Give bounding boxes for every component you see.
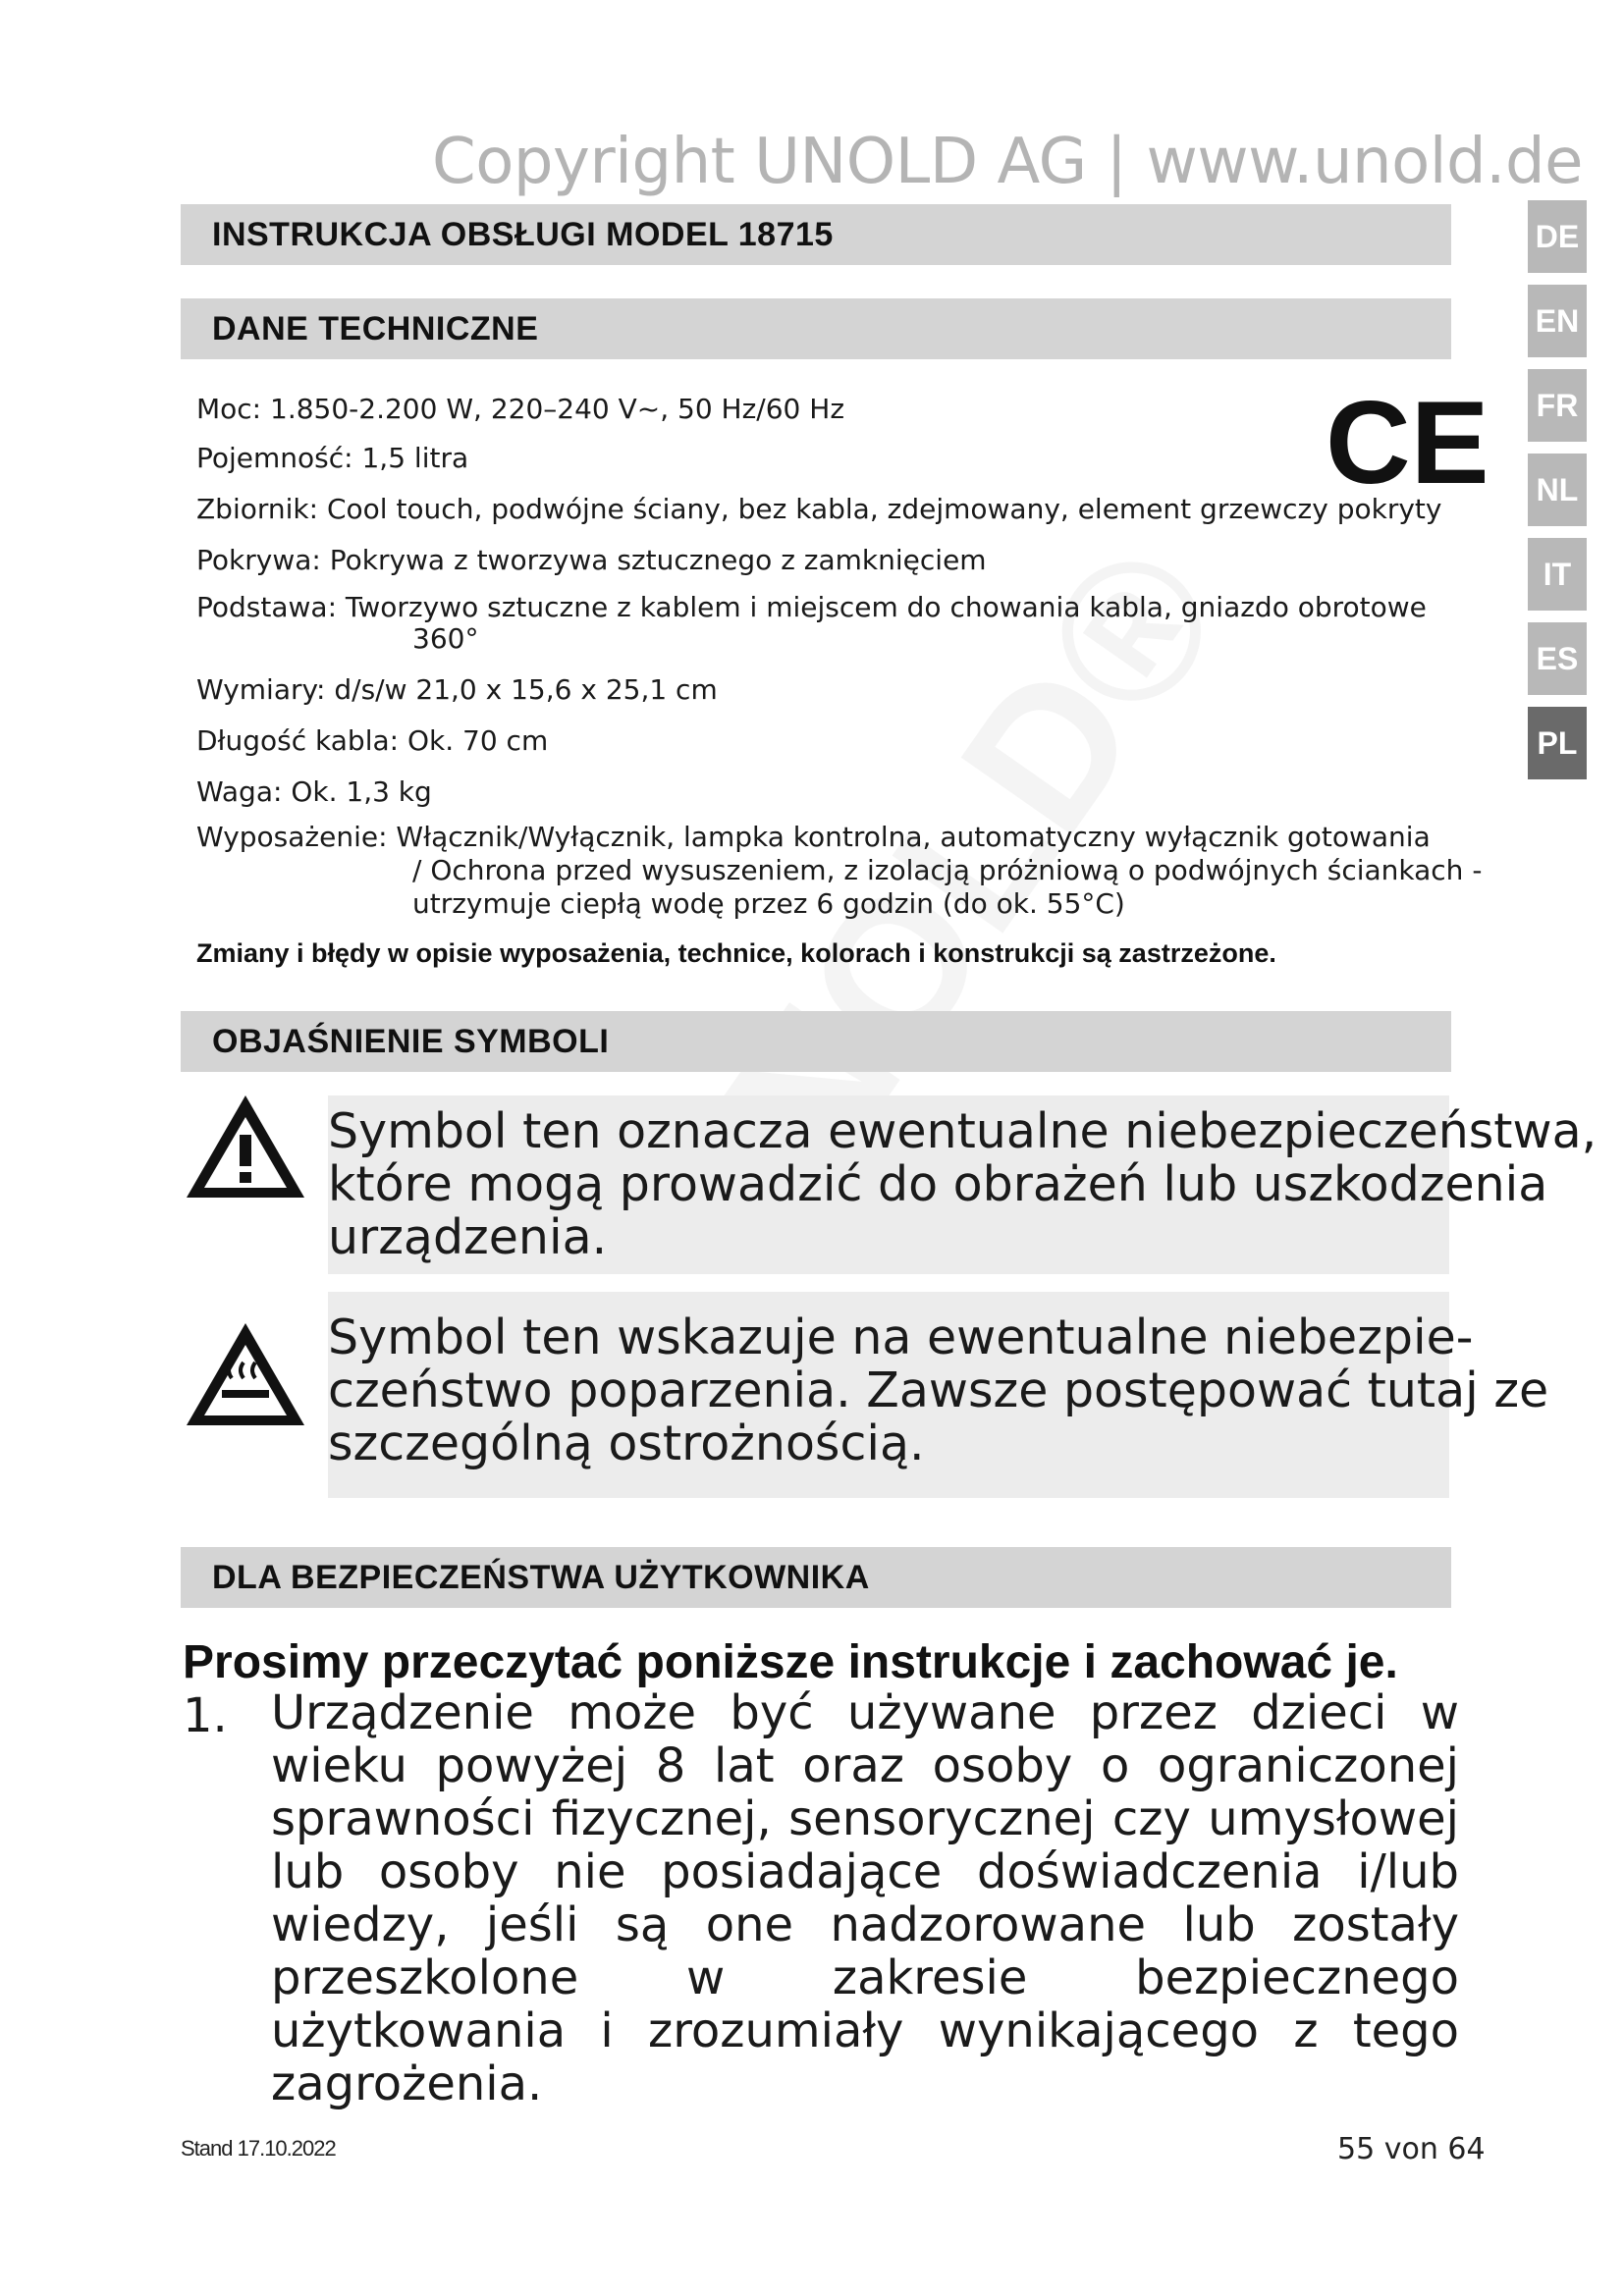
spec-capacity: Pojemność: 1,5 litra [196, 442, 469, 474]
lang-tab-pl[interactable]: PL [1528, 707, 1587, 779]
spec-base [196, 591, 1427, 623]
symbol-warning-text [328, 1105, 1597, 1264]
copyright-header: Copyright UNOLD AG | www.unold.de [432, 126, 1583, 198]
disclaimer: Zmiany i błędy w opisie wyposażenia, technice, kolorach i konstrukcji są zastrzeżone. [196, 938, 1276, 968]
spec-tank: Zbiornik: Cool touch, podwójne ściany, bez kabla, zdejmowany, element grzewczy pokryty [196, 493, 1442, 525]
section-bar-symbols [181, 1011, 1451, 1072]
lang-tab-es[interactable]: ES [1528, 622, 1587, 695]
spec-lid: Pokrywa: Pokrywa z tworzywa sztucznego z zamknięciem [196, 544, 987, 576]
list-item-text: Urządzenie może być używane przez dzieci w wieku powyżej 8 lat oraz osoby o ograniczonej sprawności fizycznej, sensorycznej czy umysłowej lub osoby nie posiadające doświadczenia i/lub wiedzy, jeśli są one nadzorowane lub zostały przeszkolone w zakresie bezpiecznego użytkowania i zrozumiały wynikającego z tego zagrożenia. [271, 1685, 1459, 2111]
lang-tab-en[interactable]: EN [1528, 285, 1587, 357]
spec-cable: Długość kabla: Ok. 70 cm [196, 724, 549, 757]
footer-stand-date: Stand 17.10.2022 [181, 2136, 336, 2161]
spec-equipment-line3: utrzymuje ciepłą wodę przez 6 godzin (do ok. 55°C) [412, 887, 1125, 920]
symbol-warning-line3: urządzenia. [328, 1209, 608, 1265]
ce-mark-text: CE [1326, 377, 1489, 508]
spec-weight: Waga: Ok. 1,3 kg [196, 775, 432, 808]
lang-tab-de[interactable]: DE [1528, 200, 1587, 273]
section-title-safety: DLA BEZPIECZEŃSTWA UŻYTKOWNIKA [212, 1558, 870, 1596]
symbol-hot-line2: czeństwo poparzenia. Zawsze postępować tutaj ze [328, 1362, 1549, 1418]
ce-mark-icon [1326, 377, 1489, 508]
footer-page-number: 55 von 64 [1337, 2132, 1486, 2166]
spec-equipment-line1: Wyposażenie: Włącznik/Wyłącznik, lampka kontrolna, automatyczny wyłącznik gotowania [196, 821, 1431, 853]
symbol-hot-line1: Symbol ten wskazuje na ewentualne niebezpie- [328, 1309, 1474, 1365]
section-title-symbols: OBJAŚNIENIE SYMBOLI [212, 1022, 610, 1060]
warning-triangle-icon [183, 1092, 308, 1205]
symbol-hot-line3: szczególną ostrożnością. [328, 1415, 925, 1471]
section-title-tech: DANE TECHNICZNE [212, 309, 539, 347]
spec-dimensions: Wymiary: d/s/w 21,0 x 15,6 x 25,1 cm [196, 673, 718, 706]
symbol-hot-text [328, 1311, 1548, 1470]
section-bar-tech [181, 298, 1451, 359]
spec-equipment-line2: / Ochrona przed wysuszeniem, z izolacją próżniową o podwójnych ściankach - [412, 854, 1483, 886]
spec-power: Moc: 1.850-2.200 W, 220–240 V~, 50 Hz/60 Hz [196, 393, 845, 425]
page-title: INSTRUKCJA OBSŁUGI MODEL 18715 [212, 215, 834, 253]
lang-tab-fr[interactable]: FR [1528, 369, 1587, 442]
list-item-number: 1. [183, 1688, 228, 1743]
lang-tab-it[interactable]: IT [1528, 538, 1587, 611]
lang-tab-nl[interactable]: NL [1528, 454, 1587, 526]
title-bar [181, 204, 1451, 265]
spec-base-line1: Podstawa: Tworzywo sztuczne z kablem i miejscem do chowania kabla, gniazdo obrotowe [196, 591, 1427, 623]
symbol-warning-line1: Symbol ten oznacza ewentualne niebezpieczeństwa, [328, 1103, 1597, 1159]
safety-heading: Prosimy przeczytać poniższe instrukcje i zachować je. [183, 1636, 1398, 1688]
symbol-warning-line2: które mogą prowadzić do obrażeń lub uszkodzenia [328, 1156, 1548, 1212]
spec-base-line2: 360° [412, 622, 479, 655]
section-bar-safety [181, 1547, 1451, 1608]
hot-surface-icon [183, 1319, 308, 1433]
